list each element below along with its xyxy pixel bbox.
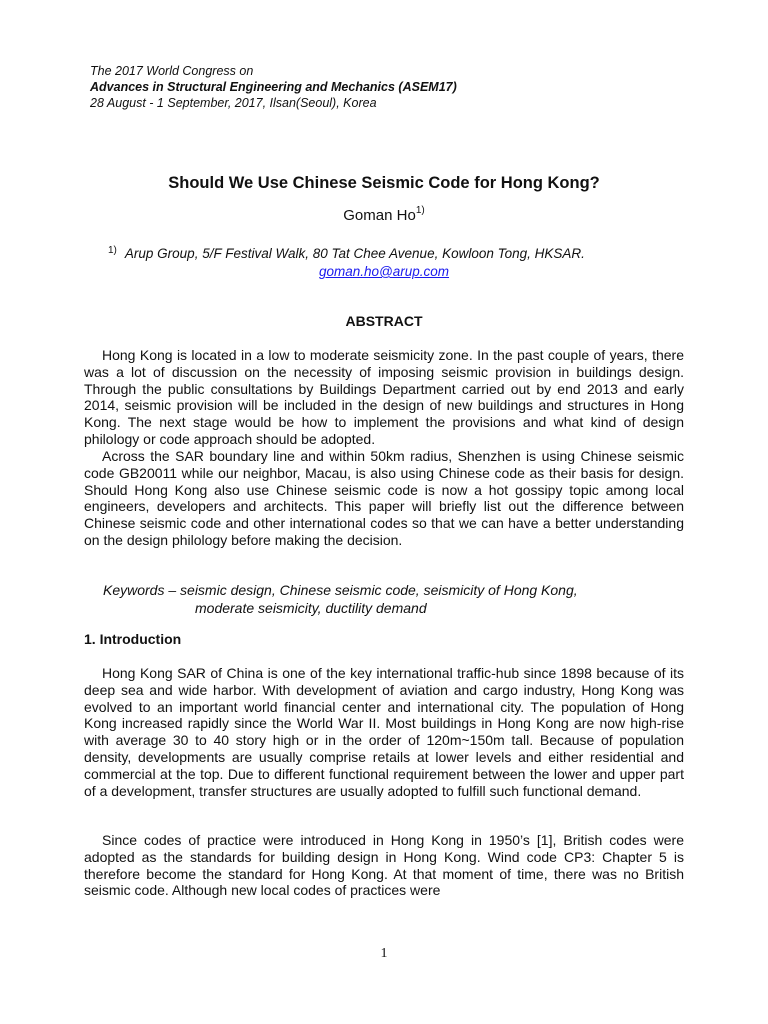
affiliation-text: Arup Group, 5/F Festival Walk, 80 Tat Chee Avenue, Kowloon Tong, HKSAR. bbox=[124, 246, 585, 261]
conference-line-3: 28 August - 1 September, 2017, Ilsan(Seoul), Korea bbox=[90, 96, 377, 110]
keywords-line-1: Keywords – seismic design, Chinese seismic code, seismicity of Hong Kong, bbox=[103, 582, 578, 598]
paper-title: Should We Use Chinese Seismic Code for Hong Kong? bbox=[168, 174, 600, 192]
keywords bbox=[103, 582, 685, 617]
section-heading-introduction: 1. Introduction bbox=[84, 631, 182, 647]
conference-line-1: The 2017 World Congress on bbox=[90, 64, 254, 78]
abstract-paragraph-1: Hong Kong is located in a low to moderate seismicity zone. In the past couple of years, there was a lot of discussion on the necessity of imposing seismic provision in buildings design. Through the public consultations by Buildings Department carried out by end 2013 and early 2014, seismic provision will be included in the design of new buildings and structures in Hong Kong. The next stage would be how to implement the provisions and what kind of design philology or code approach should be adopted. bbox=[84, 347, 684, 447]
author-email-link[interactable]: goman.ho@arup.com bbox=[318, 264, 450, 279]
affiliation bbox=[108, 244, 688, 266]
author-email-line bbox=[0, 264, 768, 279]
conference-line-2: Advances in Structural Engineering and Mechanics (ASEM17) bbox=[90, 80, 457, 94]
introduction-paragraph-1: Hong Kong SAR of China is one of the key international traffic-hub since 1898 because of its deep sea and wide harbor. With development of aviation and cargo industry, Hong Kong was evolved to an important world financial center and international city. The population of Hong Kong increased rapidly since the World War II. Most buildings in Hong Kong are now high-rise with average 30 to 40 story high or in the order of 120m~150m tall. Because of population density, developments are usually comprise retails at lower levels and either residential and commercial at the top. Due to different functional requirement between the lower and upper part of a development, transfer structures are usually adopted to fulfill such functional demand. bbox=[84, 665, 684, 799]
abstract-heading: ABSTRACT bbox=[345, 313, 423, 329]
author-name: Goman Ho bbox=[343, 207, 416, 224]
abstract-paragraph-2: Across the SAR boundary line and within 50km radius, Shenzhen is using Chinese seismic code GB20011 while our neighbor, Macau, is also using Chinese code as their basis for design. Should Hong Kong also use Chinese seismic code is now a hot gossipy topic among local engineers, developers and architects. This paper will briefly list out the difference between Chinese seismic code and other international codes so that we can have a better understanding on the design philology before making the decision. bbox=[84, 448, 684, 548]
affiliation-marker: 1) bbox=[108, 245, 117, 256]
page-number: 1 bbox=[380, 946, 388, 961]
author-line bbox=[0, 206, 768, 224]
author-affiliation-marker: 1) bbox=[415, 205, 425, 216]
introduction-paragraph-2: Since codes of practice were introduced in Hong Kong in 1950’s [1], British codes were adopted as the standards for building design in Hong Kong. Wind code CP3: Chapter 5 is therefore become the standard for Hong Kong. At that moment of time, there was no British seismic code. Although new local codes of practices were bbox=[84, 832, 684, 899]
keywords-line-2: moderate seismicity, ductility demand bbox=[195, 599, 427, 616]
conference-header bbox=[90, 63, 690, 111]
